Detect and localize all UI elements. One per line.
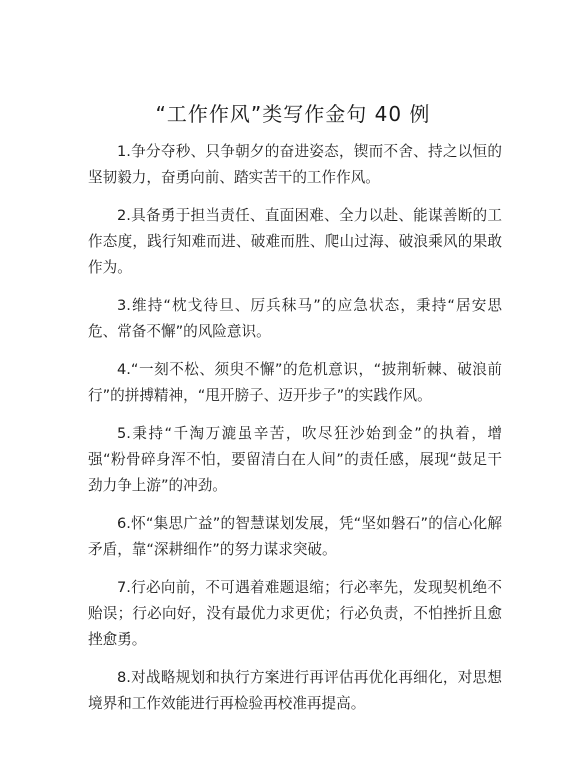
paragraph-2: 2.具备勇于担当责任、直面困难、全力以赴、能谋善断的工作态度，践行知难而进、破难而胜、爬山过海、破浪乘风的果敢作为。 (88, 207, 502, 276)
paragraph-8: 8.对战略规划和执行方案进行再评估再优化再细化，对思想境界和工作效能进行再检验再校准再提高。 (88, 669, 502, 712)
paragraph-6: 6.怀“集思广益”的智慧谋划发展，凭“坚如磐石”的信心化解矛盾，靠“深耕细作”的努力谋求突破。 (88, 515, 502, 558)
paragraph-4: 4.“一刻不松、须臾不懈”的危机意识，“披荆斩棘、破浪前行”的拼搏精神，“甩开膀子、迈开步子”的实践作风。 (88, 361, 502, 404)
paragraph-3: 3.维持“枕戈待旦、厉兵秣马”的应急状态，秉持“居安思危、常备不懈”的风险意识。 (88, 297, 502, 340)
paragraph-5: 5.秉持“千淘万漉虽辛苦，吹尽狂沙始到金”的执着，增强“粉骨碎身浑不怕，要留清白在人间”的责任感，展现“鼓足干劲力争上游”的冲劲。 (88, 425, 502, 494)
document-title: “工作作风”类写作金句 40 例 (155, 102, 431, 126)
document-body (88, 139, 502, 729)
paragraph-7: 7.行必向前，不可遇着难题退缩；行必率先，发现契机绝不贻误；行必向好，没有最优力求更优；行必负责，不怕挫折且愈挫愈勇。 (88, 579, 502, 648)
paragraph-1: 1.争分夺秒、只争朝夕的奋进姿态，锲而不舍、持之以恒的坚韧毅力，奋勇向前、踏实苦干的工作作风。 (88, 143, 502, 186)
